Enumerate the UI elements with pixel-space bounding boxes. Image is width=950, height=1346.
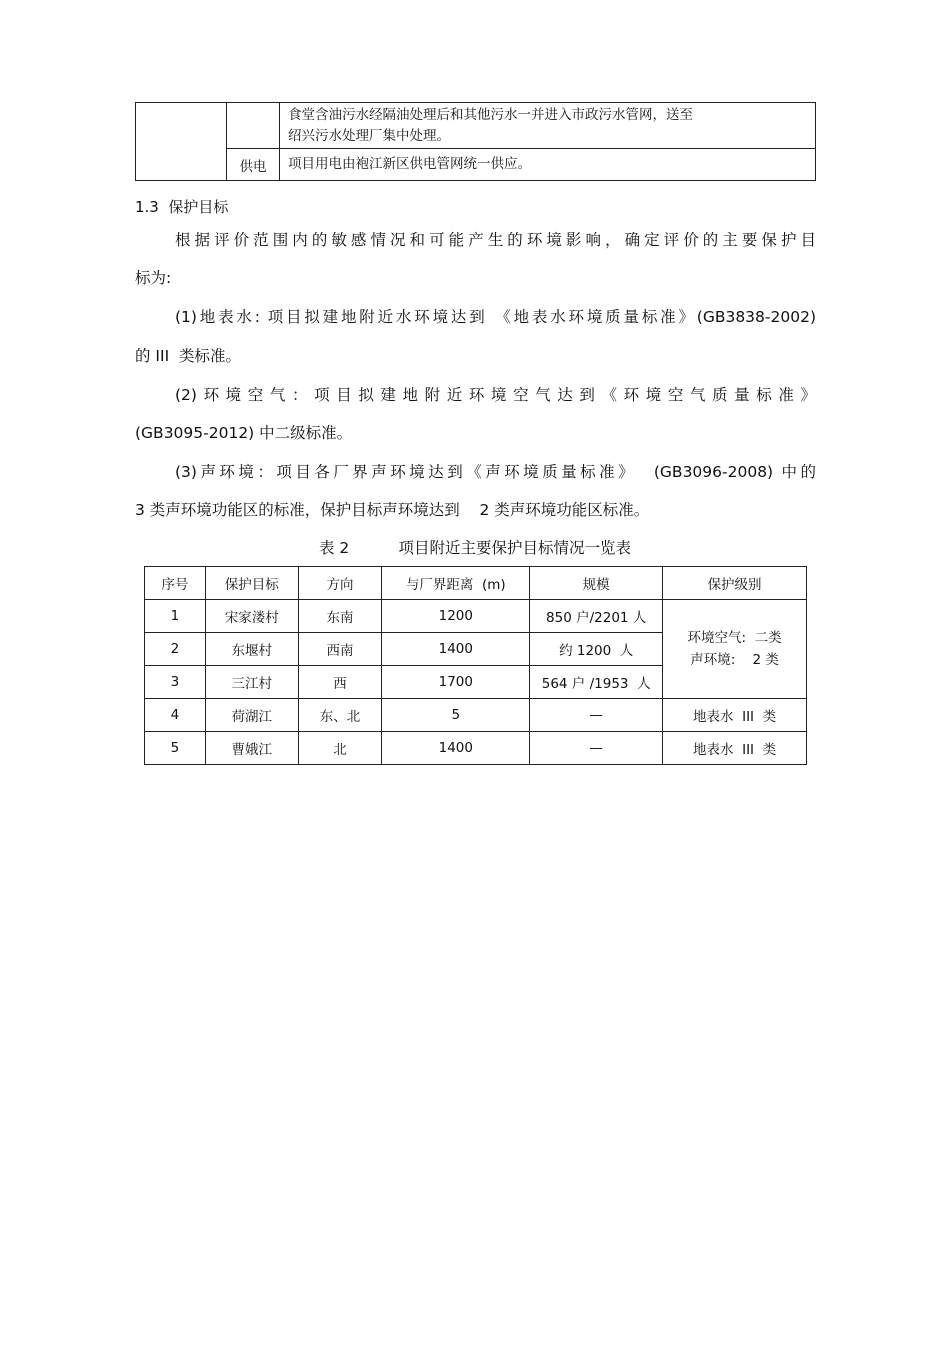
column-header: 与厂界距离 (m) bbox=[382, 567, 530, 600]
item-ambient-air-cont: (GB3095-2012) 中二级标准。 bbox=[135, 424, 353, 442]
column-header: 保护目标 bbox=[205, 567, 298, 600]
text-line: 项目用电由袍江新区供电管网统一供应。 bbox=[288, 156, 531, 172]
cell-target: 曹娥江 bbox=[205, 732, 298, 765]
column-header: 规模 bbox=[530, 567, 663, 600]
cell-distance: 5 bbox=[382, 699, 530, 732]
item-surface-water: (1)地表水: 项目拟建地附近水环境达到 《地表水环境质量标准》(GB3838-2002) bbox=[175, 308, 816, 326]
cell-scale: 约 1200 人 bbox=[530, 633, 663, 666]
column-header: 方向 bbox=[298, 567, 382, 600]
item-text-cell bbox=[280, 103, 816, 149]
cell-target: 东堰村 bbox=[205, 633, 298, 666]
item-acoustic-cont: 3 类声环境功能区的标准，保护目标声环境达到 2 类声环境功能区标准。 bbox=[135, 501, 650, 519]
utilities-table bbox=[135, 102, 816, 181]
cell-distance: 1400 bbox=[382, 732, 530, 765]
item-surface-water-cont: 的 III 类标准。 bbox=[135, 347, 241, 365]
text-line: 食堂含油污水经隔油处理后和其他污水一并进入市政污水管网，送至 bbox=[288, 106, 693, 123]
cell-scale: — bbox=[530, 699, 663, 732]
table-caption: 表 2 项目附近主要保护目标情况一览表 bbox=[318, 539, 632, 557]
cell-distance: 1200 bbox=[382, 600, 530, 633]
table-row bbox=[136, 149, 816, 181]
column-header: 保护级别 bbox=[663, 567, 807, 600]
cell-distance: 1700 bbox=[382, 666, 530, 699]
item-ambient-air: (2)环境空气：项目拟建地附近环境空气达到《环境空气质量标准》 bbox=[175, 386, 816, 404]
cell-direction: 西 bbox=[298, 666, 382, 699]
item-label-cell: 供电 bbox=[227, 149, 280, 181]
level-line: 环境空气: 二类 bbox=[687, 630, 782, 646]
cell-protection-level-merged bbox=[663, 600, 807, 699]
cell-scale: 850 户/2201 人 bbox=[530, 600, 663, 633]
table-row bbox=[136, 103, 816, 149]
category-cell bbox=[136, 103, 227, 181]
cell-direction: 西南 bbox=[298, 633, 382, 666]
protection-targets-table bbox=[144, 566, 807, 765]
table-row bbox=[145, 699, 807, 732]
cell-no: 1 bbox=[145, 600, 206, 633]
table-row bbox=[145, 732, 807, 765]
cell-target: 三江村 bbox=[205, 666, 298, 699]
cell-distance: 1400 bbox=[382, 633, 530, 666]
text-line: 绍兴污水处理厂集中处理。 bbox=[288, 127, 450, 144]
intro-paragraph-line: 标为: bbox=[135, 269, 172, 287]
intro-paragraph-line: 根据评价范围内的敏感情况和可能产生的环境影响，确定评价的主要保护目 bbox=[175, 231, 816, 249]
cell-no: 3 bbox=[145, 666, 206, 699]
table-header-row bbox=[145, 567, 807, 600]
column-header: 序号 bbox=[145, 567, 206, 600]
cell-direction: 东、北 bbox=[298, 699, 382, 732]
cell-no: 5 bbox=[145, 732, 206, 765]
item-label-cell bbox=[227, 103, 280, 149]
level-line: 声环境: 2 类 bbox=[690, 652, 779, 668]
cell-protection-level: 地表水 III 类 bbox=[663, 732, 807, 765]
item-acoustic: (3)声环境：项目各厂界声环境达到《声环境质量标准》 (GB3096-2008) 中的 bbox=[175, 463, 816, 481]
cell-direction: 东南 bbox=[298, 600, 382, 633]
cell-target: 荷湖江 bbox=[205, 699, 298, 732]
cell-scale: 564 户 /1953 人 bbox=[530, 666, 663, 699]
item-text-cell bbox=[280, 149, 816, 181]
cell-scale: — bbox=[530, 732, 663, 765]
cell-no: 4 bbox=[145, 699, 206, 732]
cell-protection-level: 地表水 III 类 bbox=[663, 699, 807, 732]
table-row bbox=[145, 600, 807, 633]
section-heading: 1.3 保护目标 bbox=[135, 198, 229, 216]
cell-target: 宋家溇村 bbox=[205, 600, 298, 633]
cell-direction: 北 bbox=[298, 732, 382, 765]
cell-no: 2 bbox=[145, 633, 206, 666]
